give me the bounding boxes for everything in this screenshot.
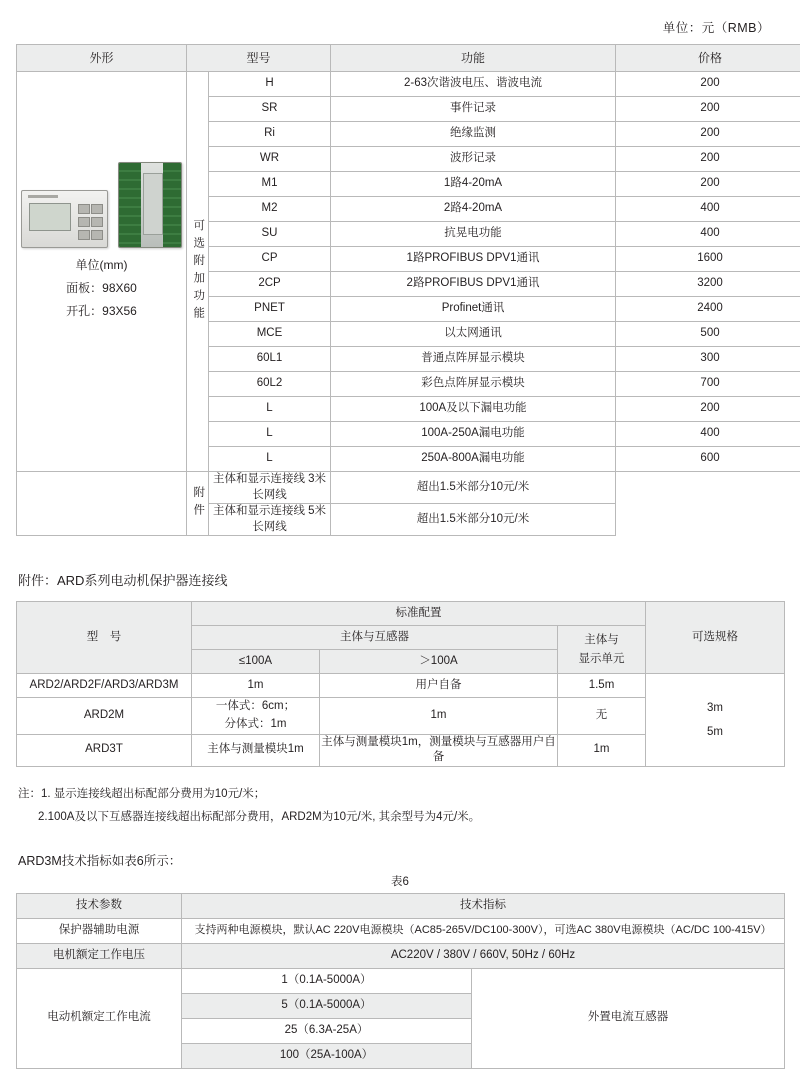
price-cell: 400	[616, 197, 800, 222]
accessory-vertical-label: 附件	[187, 472, 209, 536]
note-line-2: 2.100A及以下互感器连接线超出标配部分费用，ARD2M为10元/米, 其余型号为4元/米。	[18, 806, 784, 829]
header-main-and-display	[558, 626, 646, 674]
function-cell: 彩色点阵屏显示模块	[331, 372, 616, 397]
table-caption: 表6	[16, 873, 784, 893]
table-row	[17, 472, 800, 504]
function-cell: 以太网通讯	[331, 322, 616, 347]
header-main-and-display-line-1: 主体与	[558, 631, 645, 649]
table-row	[17, 943, 785, 968]
current-param-cell: 电动机额定工作电流	[17, 968, 182, 1068]
function-cell: 1路PROFIBUS DPV1通讯	[331, 247, 616, 272]
optional-spec-line-2: 5m	[646, 720, 784, 744]
accessory-section-title: 附件：ARD系列电动机保护器连接线	[16, 536, 784, 601]
model-cell: L	[209, 447, 331, 472]
price-cell: 1600	[616, 247, 800, 272]
price-cell: 3200	[616, 272, 800, 297]
value-cell: 支持两种电源模块，默认AC 220V电源模块（AC85-265V/DC100-300V），可选AC 380V电源模块（AC/DC 100-415V）	[182, 918, 785, 943]
price-cell: 200	[616, 122, 800, 147]
model-cell: L	[209, 422, 331, 447]
function-cell: 事件记录	[331, 97, 616, 122]
model-cell: 60L1	[209, 347, 331, 372]
optional-function-vertical-label: 可选附加功能	[187, 72, 209, 472]
function-cell: 绝缘监测	[331, 122, 616, 147]
param-cell: 电机额定工作电压	[17, 943, 182, 968]
header-le-100a: ≤100A	[192, 650, 320, 674]
header-tech-index: 技术指标	[182, 893, 785, 918]
function-cell: 主体和显示连接线 3米长网线	[209, 472, 331, 504]
le-100a-line-1: 一体式：6cm；	[192, 698, 319, 716]
price-cell: 200	[616, 172, 800, 197]
current-value-cell: 5（0.1A-5000A）	[182, 993, 472, 1018]
model-cell: 60L2	[209, 372, 331, 397]
header-standard-config: 标准配置	[192, 602, 646, 626]
current-value-cell: 25（6.3A-25A）	[182, 1018, 472, 1043]
shape-caption	[21, 248, 182, 322]
price-cell: 700	[616, 372, 800, 397]
unit-note: 单位：元（RMB）	[16, 0, 784, 44]
spec-section-title: ARD3M技术指标如表6所示：	[16, 829, 784, 873]
header-price: 价格	[616, 45, 800, 72]
display-cell: 1.5m	[558, 674, 646, 698]
model-cell: ARD2/ARD2F/ARD3/ARD3M	[17, 674, 192, 698]
accessory-label-cell	[17, 472, 187, 536]
value-cell: AC220V / 380V / 660V, 50Hz / 60Hz	[182, 943, 785, 968]
product-image-cell	[17, 72, 187, 472]
current-right-cell: 外置电流互感器	[472, 968, 785, 1068]
gt-100a-cell: 主体与测量模块1m，测量模块与互感器用户自备	[320, 734, 558, 766]
function-cell: 250A-800A漏电功能	[331, 447, 616, 472]
le-100a-cell	[192, 698, 320, 735]
price-cell: 300	[616, 347, 800, 372]
gt-100a-cell: 用户自备	[320, 674, 558, 698]
header-optional-spec: 可选规格	[646, 602, 785, 674]
model-cell: ARD3T	[17, 734, 192, 766]
table-row	[17, 72, 800, 97]
model-cell: SU	[209, 222, 331, 247]
price-cell: 超出1.5米部分10元/米	[331, 504, 616, 536]
header-model: 型号	[187, 45, 331, 72]
function-cell: 抗晃电功能	[331, 222, 616, 247]
function-cell: 100A及以下漏电功能	[331, 397, 616, 422]
price-cell: 400	[616, 222, 800, 247]
shape-caption-line-1: 单位(mm)	[21, 254, 182, 277]
model-cell: PNET	[209, 297, 331, 322]
model-cell: Ri	[209, 122, 331, 147]
shape-caption-line-3: 开孔：93X56	[21, 300, 182, 323]
model-cell: ARD2M	[17, 698, 192, 735]
optional-spec-line-1: 3m	[646, 696, 784, 720]
price-table	[16, 44, 800, 536]
header-gt-100a: ＞100A	[320, 650, 558, 674]
price-cell: 200	[616, 97, 800, 122]
display-cell: 1m	[558, 734, 646, 766]
function-cell: 普通点阵屏显示模块	[331, 347, 616, 372]
table-header-row	[17, 45, 800, 72]
function-cell: Profinet通讯	[331, 297, 616, 322]
function-cell: 主体和显示连接线 5米长网线	[209, 504, 331, 536]
function-cell: 2路4-20mA	[331, 197, 616, 222]
model-cell: L	[209, 397, 331, 422]
table-row	[17, 968, 785, 993]
gt-100a-cell: 1m	[320, 698, 558, 735]
price-cell: 200	[616, 147, 800, 172]
connection-cable-table	[16, 601, 785, 767]
header-model: 型 号	[17, 602, 192, 674]
device-illustration	[21, 78, 182, 248]
header-main-and-display-line-2: 显示单元	[558, 650, 645, 668]
price-cell: 600	[616, 447, 800, 472]
table-row	[17, 674, 785, 698]
model-cell: H	[209, 72, 331, 97]
note-line-1: 注：1. 显示连接线超出标配部分费用为10元/米；	[18, 783, 784, 806]
header-shape: 外形	[17, 45, 187, 72]
current-value-cell: 100（25A-100A）	[182, 1043, 472, 1068]
current-value-cell: 1（0.1A-5000A）	[182, 968, 472, 993]
model-cell: 2CP	[209, 272, 331, 297]
meter-panel-device-icon	[21, 190, 108, 248]
function-cell: 2-63次谐波电压、谐波电流	[331, 72, 616, 97]
model-cell: SR	[209, 97, 331, 122]
table-header-row	[17, 602, 785, 626]
param-cell: 保护器辅助电源	[17, 918, 182, 943]
function-cell: 波形记录	[331, 147, 616, 172]
price-cell: 400	[616, 422, 800, 447]
meter-module-device-icon	[118, 162, 182, 248]
model-cell: M2	[209, 197, 331, 222]
price-cell: 超出1.5米部分10元/米	[331, 472, 616, 504]
notes-block	[16, 767, 784, 829]
header-tech-param: 技术参数	[17, 893, 182, 918]
le-100a-cell: 主体与测量模块1m	[192, 734, 320, 766]
header-function: 功能	[331, 45, 616, 72]
price-cell: 200	[616, 397, 800, 422]
model-cell: M1	[209, 172, 331, 197]
shape-caption-line-2: 面板：98X60	[21, 277, 182, 300]
model-cell: MCE	[209, 322, 331, 347]
tech-spec-table	[16, 893, 785, 1069]
table-row	[17, 918, 785, 943]
price-cell: 2400	[616, 297, 800, 322]
price-cell: 500	[616, 322, 800, 347]
function-cell: 100A-250A漏电功能	[331, 422, 616, 447]
optional-spec-cell	[646, 674, 785, 767]
header-main-and-ct: 主体与互感器	[192, 626, 558, 650]
le-100a-cell: 1m	[192, 674, 320, 698]
model-cell: CP	[209, 247, 331, 272]
price-cell: 200	[616, 72, 800, 97]
model-cell: WR	[209, 147, 331, 172]
le-100a-line-2: 分体式：1m	[192, 716, 319, 734]
table-header-row	[17, 893, 785, 918]
display-cell: 无	[558, 698, 646, 735]
function-cell: 1路4-20mA	[331, 172, 616, 197]
function-cell: 2路PROFIBUS DPV1通讯	[331, 272, 616, 297]
